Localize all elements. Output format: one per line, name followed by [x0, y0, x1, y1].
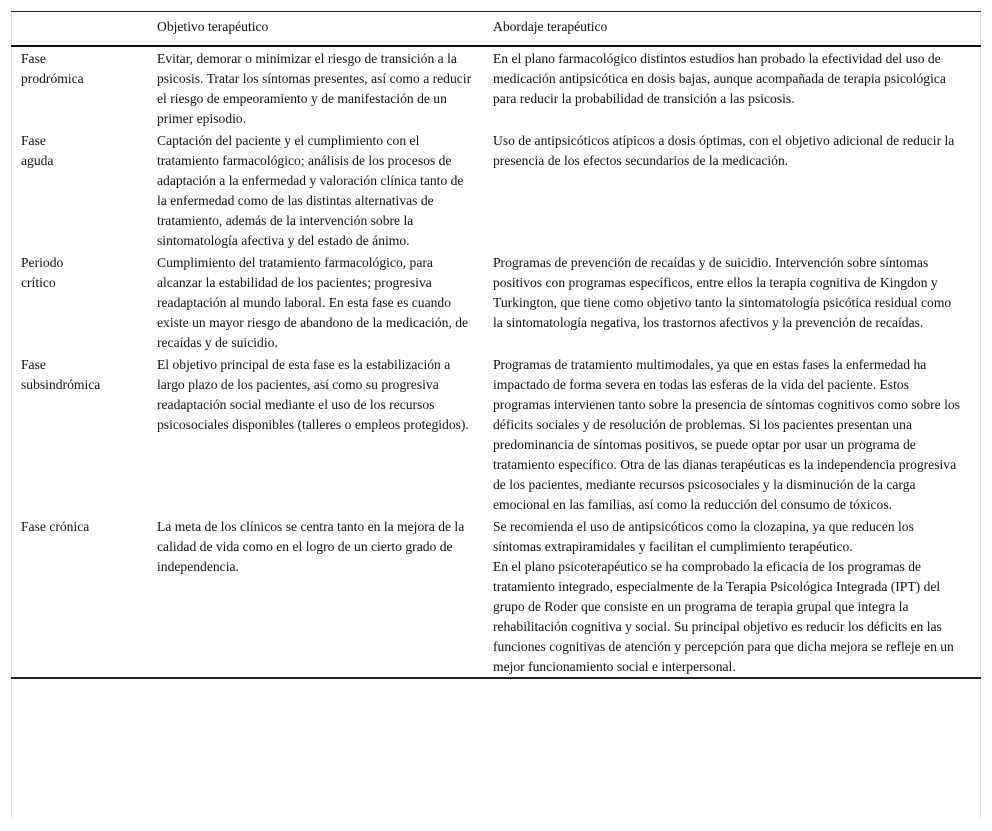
table-row — [11, 515, 981, 678]
phase-cell: Periodo crítico — [21, 255, 64, 290]
therapy-phases-table — [11, 11, 981, 679]
approach-cell: Se recomienda el uso de antipsicóticos como la clozapina, ya que reducen los síntomas extrapiramidales y facilitan el cumplimiento terapéutico. En el plano psicoterapéutico se ha comprobado la eficacia de los programas de tratamiento integrado, especialmente de la Terapia Psicológica Integrada (IPT) del grupo de Roder que consiste en un programa de terapia grupal que integra la rehabilitación cognitiva y social. Su principal objetivo es reducir los déficits en las funciones cognitivas de atención y percepción para que dicha mejora se refleje en un mejor funcionamiento social e interpersonal. — [493, 519, 954, 674]
table-row — [11, 129, 981, 251]
objective-cell: Cumplimiento del tratamiento farmacológico, para alcanzar la estabilidad de los pacientes; progresiva readaptación al mundo laboral. En esta fase es cuando existe un mayor riesgo de abandono de la medicación, de recaídas y de suicidio. — [157, 255, 469, 350]
header-approach: Abordaje terapéutico — [493, 19, 608, 34]
approach-cell: Uso de antipsicóticos atípicos a dosis óptimas, con el objetivo adicional de reducir la presencia de los efectos secundarios de la medicación. — [493, 133, 955, 168]
table-row — [11, 46, 981, 129]
approach-cell: En el plano farmacológico distintos estudios han probado la efectividad del uso de medicación antipsicótica en dosis bajas, aunque acompañada de terapia psicológica para reducir la probabilidad de transición a las psicosis. — [493, 51, 946, 106]
phase-cell: Fase subsindrómica — [21, 357, 101, 392]
table-row — [11, 251, 981, 353]
approach-cell: Programas de tratamiento multimodales, ya que en estas fases la enfermedad ha impactado de forma severa en todas las esferas de la vida del paciente. Estos programas intervienen tanto sobre la presencia de síntomas cognitivos como sobre los déficits sociales y de resolución de problemas. Si los pacientes presentan una predominancia de síntomas positivos, se puede optar por usar un programa de tratamiento específico. Otra de las dianas terapéuticas es la independencia progresiva de los pacientes, mediante recursos psicosociales y la disminución de la carga emocional en las familias, así como la reducción del consumo de tóxicos. — [493, 357, 960, 512]
phase-cell: Fase prodrómica — [21, 51, 84, 86]
table-row — [11, 353, 981, 515]
objective-cell: El objetivo principal de esta fase es la estabilización a largo plazo de los pacientes, así como su progresiva readaptación social mediante el uso de los recursos psicosociales disponibles (talleres o empleos protegidos). — [157, 357, 469, 432]
objective-cell: Evitar, demorar o minimizar el riesgo de transición a la psicosis. Tratar los síntomas presentes, así como a reducir el riesgo de empeoramiento y de manifestación de un primer episodio. — [157, 51, 472, 126]
approach-cell: Programas de prevención de recaídas y de suicidio. Intervención sobre síntomas positivos con programas específicos, entre ellos la terapia cognitiva de Kingdon y Turkington, que tiene como objetivo tanto la sintomatología psicótica residual como la sintomatología negativa, los trastornos afectivos y la prevención de recaídas. — [493, 255, 952, 330]
header-phase — [11, 12, 157, 47]
phase-cell: Fase aguda — [21, 133, 54, 168]
objective-cell: La meta de los clínicos se centra tanto en la mejora de la calidad de vida como en el logro de un cierto grado de independencia. — [157, 519, 465, 574]
header-objective: Objetivo terapéutico — [157, 19, 269, 34]
objective-cell: Captación del paciente y el cumplimiento con el tratamiento farmacológico; análisis de los procesos de adaptación a la enfermedad y valoración clínica tanto de la enfermedad como de las distintas alternativas de tratamiento, además de la intervención sobre la sintomatología afectiva y del estado de ánimo. — [157, 133, 464, 248]
table-header-row — [11, 12, 981, 47]
phase-cell: Fase crónica — [21, 519, 90, 534]
